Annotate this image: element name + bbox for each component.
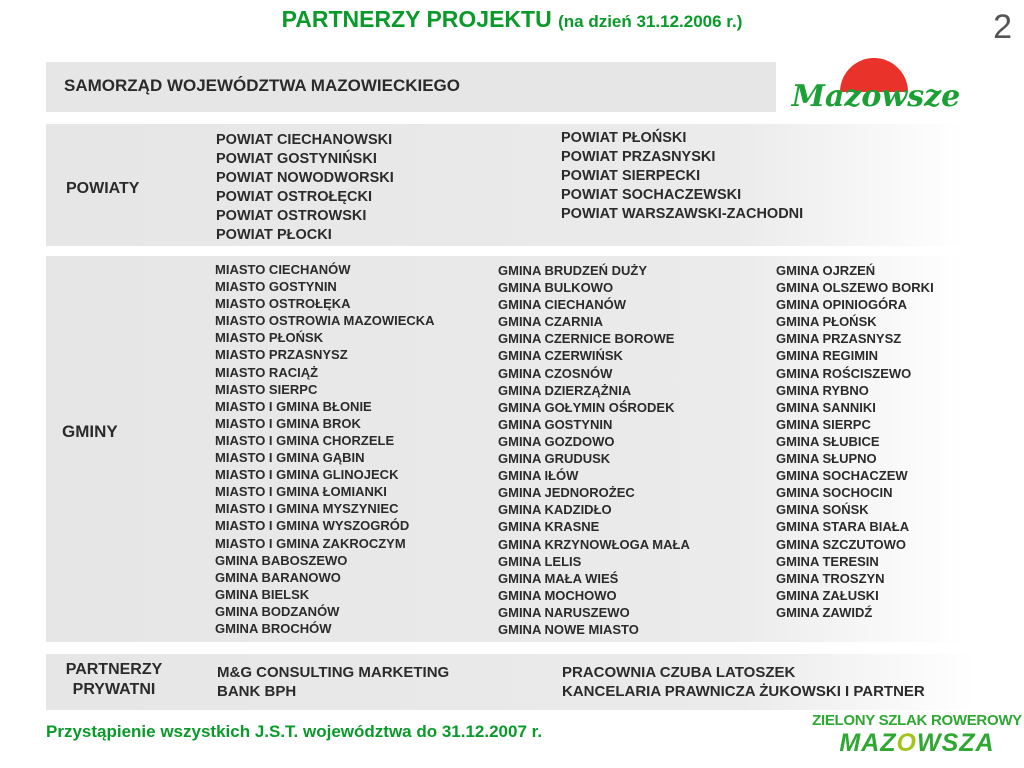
list-item: GMINA IŁÓW — [498, 468, 579, 484]
powiaty-label: POWIATY — [66, 180, 140, 197]
list-item: GMINA GOZDOWO — [498, 433, 615, 449]
list-item: GMINA ZAŁUSKI — [776, 587, 879, 603]
logo-word-part: O — [896, 729, 917, 757]
samorzad-band — [46, 62, 776, 112]
list-item: GMINA SŁUPNO — [776, 451, 877, 467]
gminy-col-1 — [215, 261, 435, 637]
prywatni-col-1 — [217, 663, 449, 701]
list-item: MIASTO I GMINA WYSZOGRÓD — [215, 518, 410, 534]
prywatni-label-line2: PRYWATNI — [72, 681, 156, 698]
list-item: MIASTO SIERPC — [215, 381, 318, 397]
logo-word-part: MAZ — [839, 729, 897, 757]
title-main: PARTNERZY PROJEKTU — [281, 6, 552, 32]
list-item: GMINA BABOSZEWO — [215, 552, 348, 568]
list-item: GMINA JEDNOROŻEC — [498, 485, 635, 501]
list-item: GMINA BARANOWO — [215, 569, 341, 585]
zielony-szlak-logo — [812, 712, 1022, 758]
list-item: GMINA STARA BIAŁA — [776, 519, 910, 535]
list-item: GMINA SIERPC — [776, 416, 871, 432]
list-item: GMINA CZOSNÓW — [498, 365, 613, 381]
list-item: GMINA PRZASNYSZ — [776, 331, 902, 347]
list-item: GMINA ROŚCISZEWO — [776, 365, 912, 381]
title-date: (na dzień 31.12.2006 r.) — [558, 12, 743, 31]
list-item: MIASTO I GMINA BROK — [215, 415, 361, 431]
gminy-band — [46, 256, 966, 642]
list-item: MIASTO I GMINA ZAKROCZYM — [215, 535, 406, 551]
list-item: MIASTO RACIĄŻ — [215, 364, 319, 380]
list-item: GMINA BODZANÓW — [215, 603, 340, 619]
list-item: MIASTO I GMINA GĄBIN — [215, 450, 365, 466]
list-item: GMINA CZERNICE BOROWE — [498, 331, 675, 347]
list-item: KANCELARIA PRAWNICZA ŻUKOWSKI I PARTNER — [562, 683, 925, 700]
list-item: GMINA GRUDUSK — [498, 451, 611, 467]
list-item: GMINA OPINIOGÓRA — [776, 297, 907, 313]
prywatni-band — [46, 654, 976, 710]
list-item: GMINA RYBNO — [776, 382, 869, 398]
list-item: GMINA MAŁA WIEŚ — [498, 570, 619, 586]
list-item: POWIAT PŁOŃSKI — [561, 130, 687, 146]
list-item: MIASTO OSTROWIA MAZOWIECKA — [215, 313, 435, 329]
footer-note: Przystąpienie wszystkich J.S.T. województwa do 31.12.2007 r. — [46, 722, 543, 741]
list-item: MIASTO PRZASNYSZ — [215, 347, 348, 363]
list-item: MIASTO I GMINA MYSZYNIEC — [215, 501, 399, 517]
list-item: GMINA SŁUBICE — [776, 433, 880, 449]
mazowsze-logo-graphic — [774, 58, 978, 118]
gminy-col-3 — [776, 262, 934, 621]
zielony-szlak-logo-line2 — [812, 729, 1022, 758]
list-item: GMINA SZCZUTOWO — [776, 536, 906, 552]
list-item: MIASTO CIECHANÓW — [215, 262, 351, 277]
list-item: POWIAT OSTROWSKI — [216, 208, 367, 224]
list-item: GMINA KRZYNOWŁOGA MAŁA — [498, 536, 690, 552]
list-item: MIASTO I GMINA GLINOJECK — [215, 467, 399, 483]
list-item: GMINA KRASNE — [498, 519, 600, 535]
list-item: GMINA SANNIKI — [776, 399, 876, 415]
prywatni-label-line1: PARTNERZY — [65, 661, 163, 678]
list-item: GMINA SOCHOCIN — [776, 485, 893, 501]
list-item: GMINA TERESIN — [776, 553, 879, 569]
list-item: GMINA KADZIDŁO — [498, 502, 612, 518]
list-item: GMINA BRUDZEŃ DUŻY — [498, 263, 648, 278]
list-item: GMINA BIELSK — [215, 586, 310, 602]
list-item: GMINA CZARNIA — [498, 314, 603, 330]
list-item: GMINA SOCHACZEW — [776, 468, 908, 484]
list-item: GMINA SOŃSK — [776, 502, 869, 518]
list-item: GMINA NOWE MIASTO — [498, 621, 639, 637]
list-item: POWIAT NOWODWORSKI — [216, 170, 394, 186]
list-item: POWIAT SOCHACZEWSKI — [561, 187, 742, 203]
list-item: GMINA LELIS — [498, 553, 582, 569]
list-item: GMINA CZERWIŃSK — [498, 348, 623, 364]
list-item: GMINA GOŁYMIN OŚRODEK — [498, 399, 675, 415]
list-item: MIASTO I GMINA ŁOMIANKI — [215, 484, 387, 500]
mazowsze-logo — [774, 58, 978, 118]
list-item: GMINA PŁOŃSK — [776, 314, 877, 330]
zielony-szlak-logo-line1: ZIELONY SZLAK ROWEROWY — [812, 712, 1022, 729]
list-item: POWIAT CIECHANOWSKI — [216, 132, 393, 148]
samorzad-label: SAMORZĄD WOJEWÓDZTWA MAZOWIECKIEGO — [64, 76, 461, 95]
list-item: GMINA NARUSZEWO — [498, 604, 630, 620]
list-item: GMINA ZAWIDŹ — [776, 604, 873, 620]
list-item: GMINA REGIMIN — [776, 348, 879, 364]
gminy-col-2 — [498, 262, 690, 638]
list-item: M&G CONSULTING MARKETING — [217, 664, 450, 681]
list-item: GMINA TROSZYN — [776, 570, 885, 586]
list-item: GMINA GOSTYNIN — [498, 416, 613, 432]
list-item: POWIAT OSTROŁĘCKI — [216, 189, 373, 205]
list-item: PRACOWNIA CZUBA LATOSZEK — [562, 664, 796, 681]
list-item: GMINA OLSZEWO BORKI — [776, 280, 934, 296]
list-item: MIASTO OSTROŁĘKA — [215, 296, 351, 312]
list-item: GMINA BROCHÓW — [215, 620, 332, 636]
list-item: MIASTO I GMINA BŁONIE — [215, 398, 372, 414]
powiaty-col-2 — [561, 129, 803, 224]
logo-word-part: WSZA — [917, 729, 995, 757]
list-item: GMINA BULKOWO — [498, 280, 614, 296]
prywatni-label — [54, 660, 174, 700]
gminy-label: GMINY — [62, 422, 118, 441]
list-item: MIASTO GOSTYNIN — [215, 279, 337, 295]
list-item: BANK BPH — [217, 683, 297, 700]
page-number: 2 — [993, 8, 1012, 46]
list-item: GMINA OJRZEŃ — [776, 263, 876, 278]
powiaty-band — [46, 124, 966, 246]
mazowsze-logo-text: Mazowsze — [791, 79, 961, 114]
list-item: POWIAT PRZASNYSKI — [561, 149, 716, 165]
list-item: POWIAT WARSZAWSKI-ZACHODNI — [561, 206, 804, 222]
list-item: GMINA CIECHANÓW — [498, 297, 627, 313]
list-item: GMINA MOCHOWO — [498, 587, 617, 603]
list-item: GMINA DZIERZĄŻNIA — [498, 382, 632, 398]
list-item: POWIAT SIERPECKI — [561, 168, 701, 184]
list-item: MIASTO PŁOŃSK — [215, 330, 324, 346]
powiaty-col-1 — [216, 131, 394, 245]
page-title — [0, 6, 1024, 33]
list-item: POWIAT PŁOCKI — [216, 227, 332, 243]
prywatni-col-2 — [562, 663, 925, 701]
list-item: POWIAT GOSTYNIŃSKI — [216, 151, 377, 167]
list-item: MIASTO I GMINA CHORZELE — [215, 432, 395, 448]
